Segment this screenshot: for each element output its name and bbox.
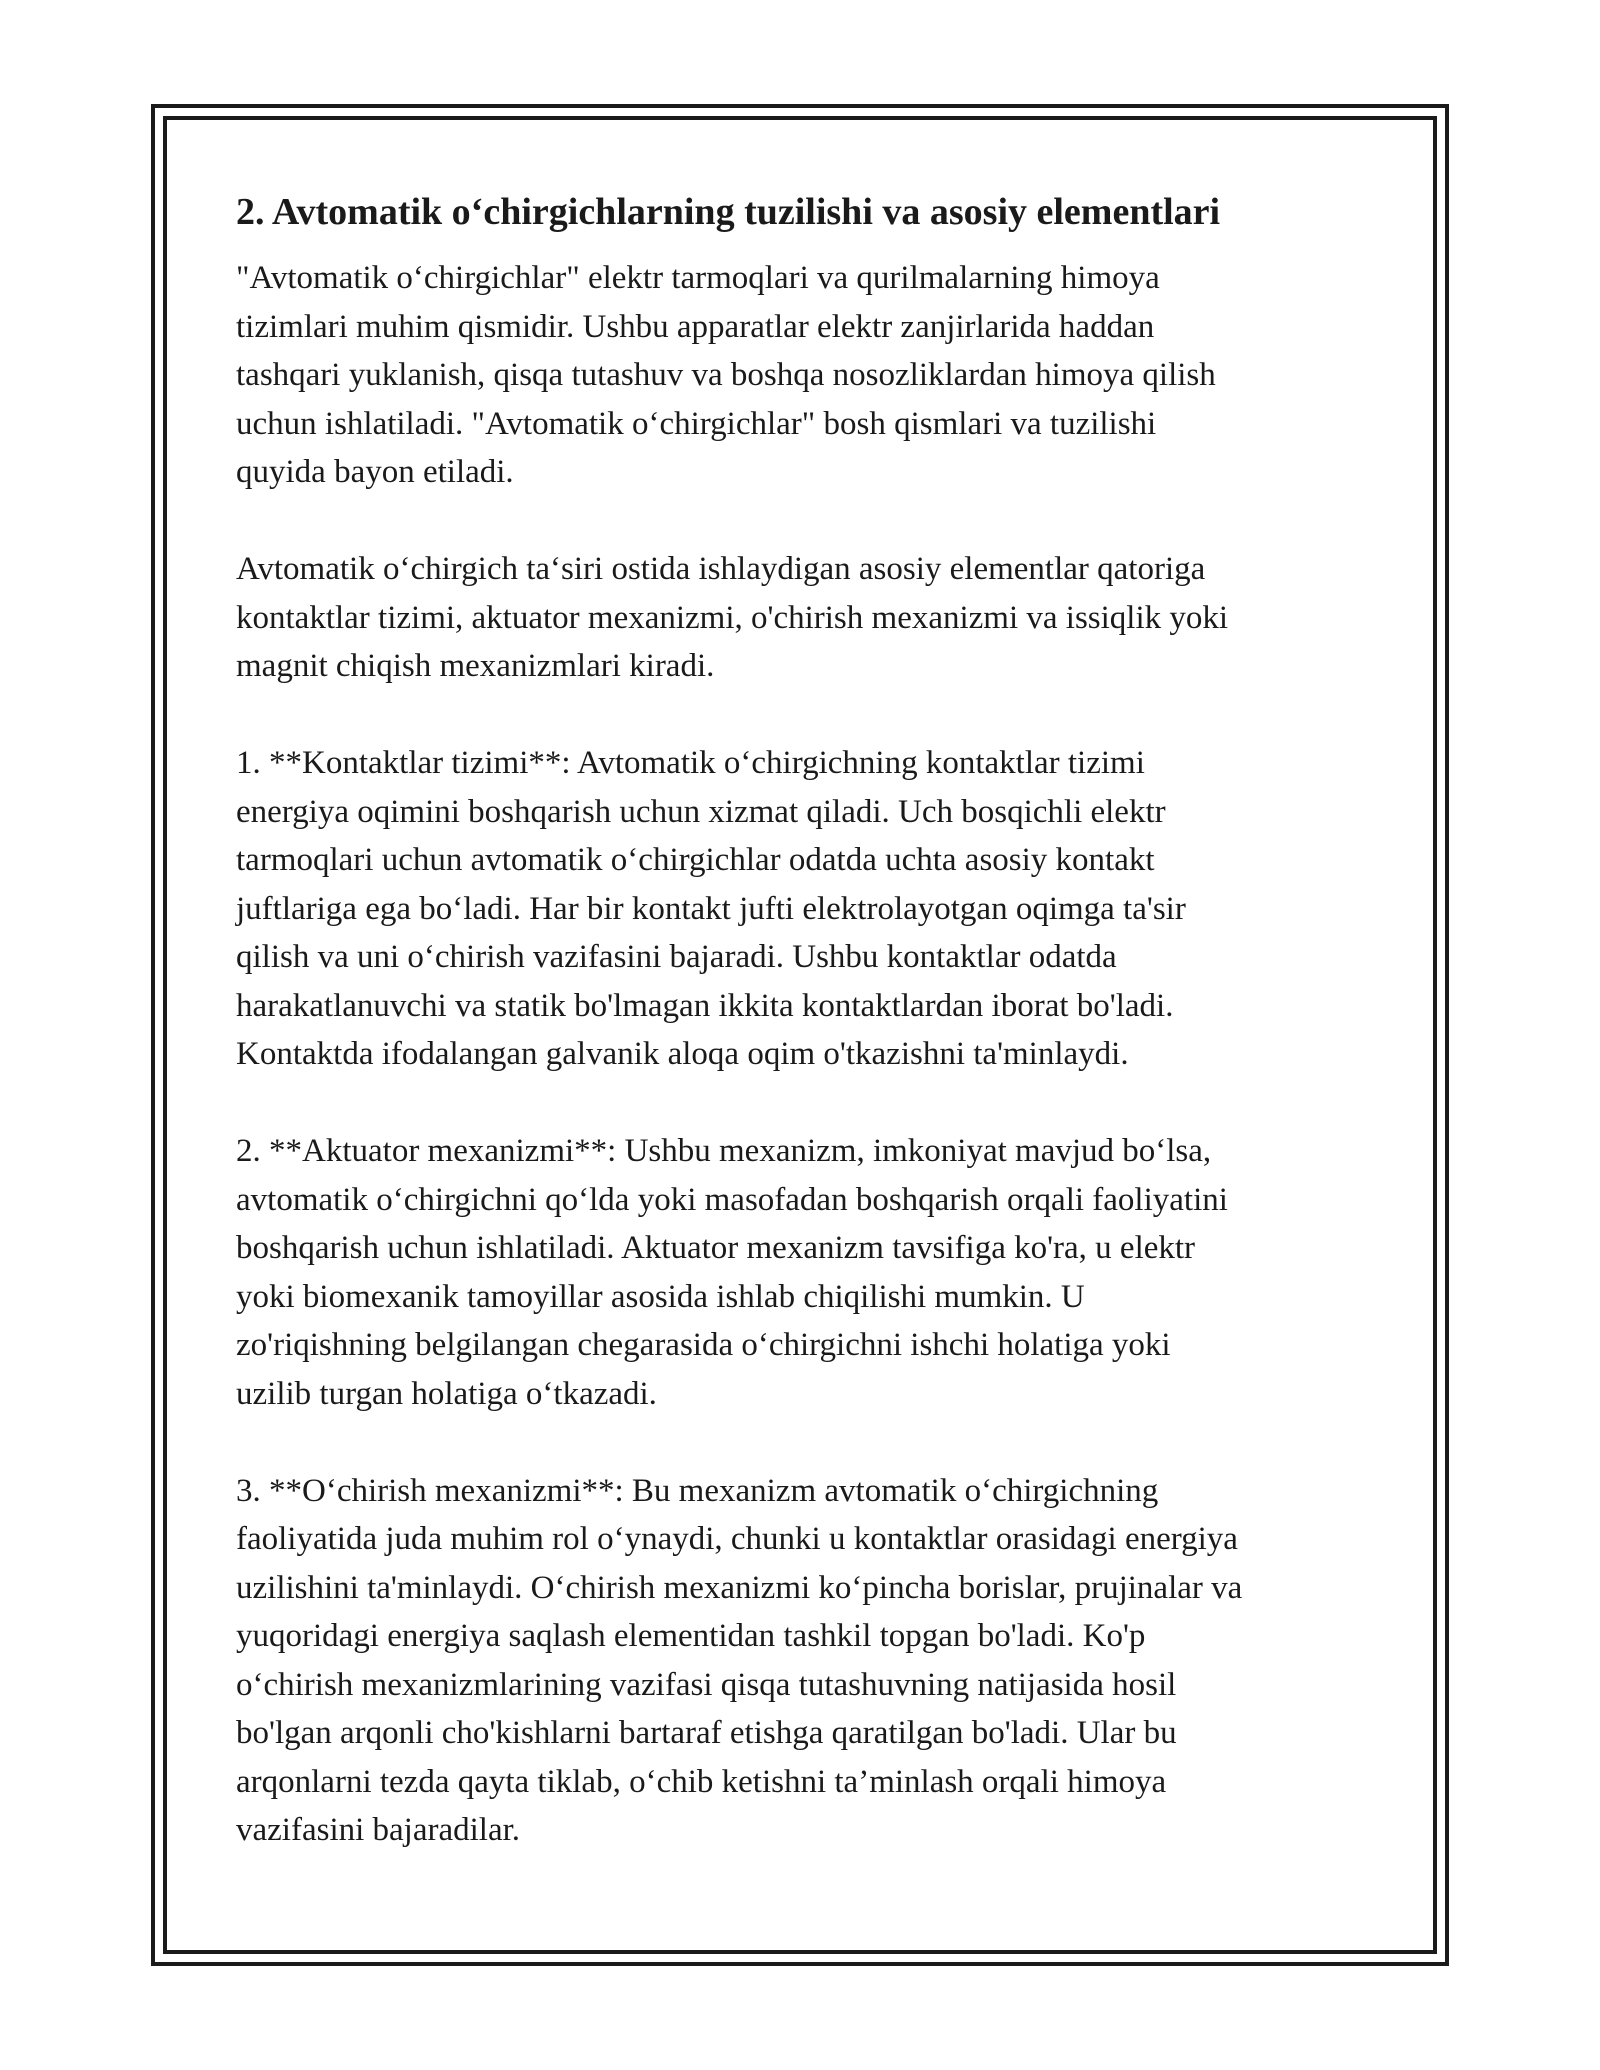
paragraph-line: tashqari yuklanish, qisqa tutashuv va boshqa nosozliklardan himoya qilish	[236, 357, 1216, 393]
paragraph	[236, 545, 1368, 691]
paragraph-line: Avtomatik o‘chirgich ta‘siri ostida ishlaydigan asosiy elementlar qatoriga	[236, 551, 1206, 587]
paragraph-line: energiya oqimini boshqarish uchun xizmat qiladi. Uch bosqichli elektr	[236, 793, 1166, 830]
paragraph-line: quyida bayon etiladi.	[236, 454, 514, 490]
paragraph-line: magnit chiqish mexanizmlari kiradi.	[236, 648, 715, 684]
paragraph-line: uzilib turgan holatiga o‘tkazadi.	[236, 1375, 657, 1412]
document-body	[236, 186, 1368, 1903]
paragraph-line: zo'riqishning belgilangan chegarasida o‘chirgichni ishchi holatiga yoki	[236, 1327, 1171, 1363]
paragraph-line: tizimlari muhim qismidir. Ushbu apparatlar elektr zanjirlarida haddan	[236, 308, 1155, 345]
paragraph-line: boshqarish uchun ishlatiladi. Aktuator mexanizm tavsifiga ko'ra, u elektr	[236, 1230, 1196, 1266]
paragraph-line: "Avtomatik o‘chirgichlar" elektr tarmoqlari va qurilmalarning himoya	[236, 260, 1160, 296]
paragraph-line: vazifasini bajaradilar.	[236, 1812, 521, 1848]
paragraph-line: qilish va uni o‘chirish vazifasini bajaradi. Ushbu kontaktlar odatda	[236, 939, 1117, 975]
paragraph-list	[236, 254, 1368, 1855]
paragraph-line: arqonlarni tezda qayta tiklab, o‘chib ketishni ta’minlash orqali himoya	[236, 1763, 1167, 1800]
paragraph-line: bo'lgan arqonli cho'kishlarni bartaraf etishga qaratilgan bo'ladi. Ular bu	[236, 1715, 1177, 1751]
paragraph	[236, 1467, 1368, 1855]
paragraph-line: uchun ishlatiladi. "Avtomatik o‘chirgichlar" bosh qismlari va tuzilishi	[236, 405, 1157, 442]
section-heading: 2. Avtomatik o‘chirgichlarning tuzilishi va asosiy elementlari	[236, 191, 1221, 233]
paragraph-line: uzilishini ta'minlaydi. O‘chirish mexanizmi ko‘pincha borislar, prujinalar va	[236, 1569, 1243, 1606]
paragraph-line: faoliyatida juda muhim rol o‘ynaydi, chunki u kontaktlar orasidagi energiya	[236, 1521, 1238, 1557]
paragraph-line: kontaktlar tizimi, aktuator mexanizmi, o'chirish mexanizmi va issiqlik yoki	[236, 599, 1229, 636]
paragraph	[236, 1127, 1368, 1418]
paragraph-line: harakatlanuvchi va statik bo'lmagan ikkita kontaktlardan iborat bo'ladi.	[236, 987, 1174, 1024]
paragraph-line: 1. **Kontaktlar tizimi**: Avtomatik o‘chirgichning kontaktlar tizimi	[236, 745, 1145, 781]
paragraph	[236, 254, 1368, 497]
paragraph	[236, 739, 1368, 1079]
paragraph-line: yuqoridagi energiya saqlash elementidan tashkil topgan bo'ladi. Ko'p	[236, 1618, 1146, 1654]
paragraph-line: 3. **O‘chirish mexanizmi**: Bu mexanizm avtomatik o‘chirgichning	[236, 1472, 1159, 1509]
paragraph-line: juftlariga ega bo‘ladi. Har bir kontakt jufti elektrolayotgan oqimga ta'sir	[236, 890, 1186, 927]
paragraph-line: yoki biomexanik tamoyillar asosida ishlab chiqilishi mumkin. U	[236, 1278, 1085, 1315]
paragraph-line: tarmoqlari uchun avtomatik o‘chirgichlar odatda uchta asosiy kontakt	[236, 842, 1155, 878]
paragraph-line: Kontaktda ifodalangan galvanik aloqa oqim o'tkazishni ta'minlaydi.	[236, 1036, 1129, 1072]
paragraph-line: o‘chirish mexanizmlarining vazifasi qisqa tutashuvning natijasida hosil	[236, 1666, 1177, 1703]
paragraph-line: avtomatik o‘chirgichni qo‘lda yoki masofadan boshqarish orqali faoliyatini	[236, 1181, 1228, 1218]
paragraph-line: 2. **Aktuator mexanizmi**: Ushbu mexanizm, imkoniyat mavjud bo‘lsa,	[236, 1133, 1212, 1169]
